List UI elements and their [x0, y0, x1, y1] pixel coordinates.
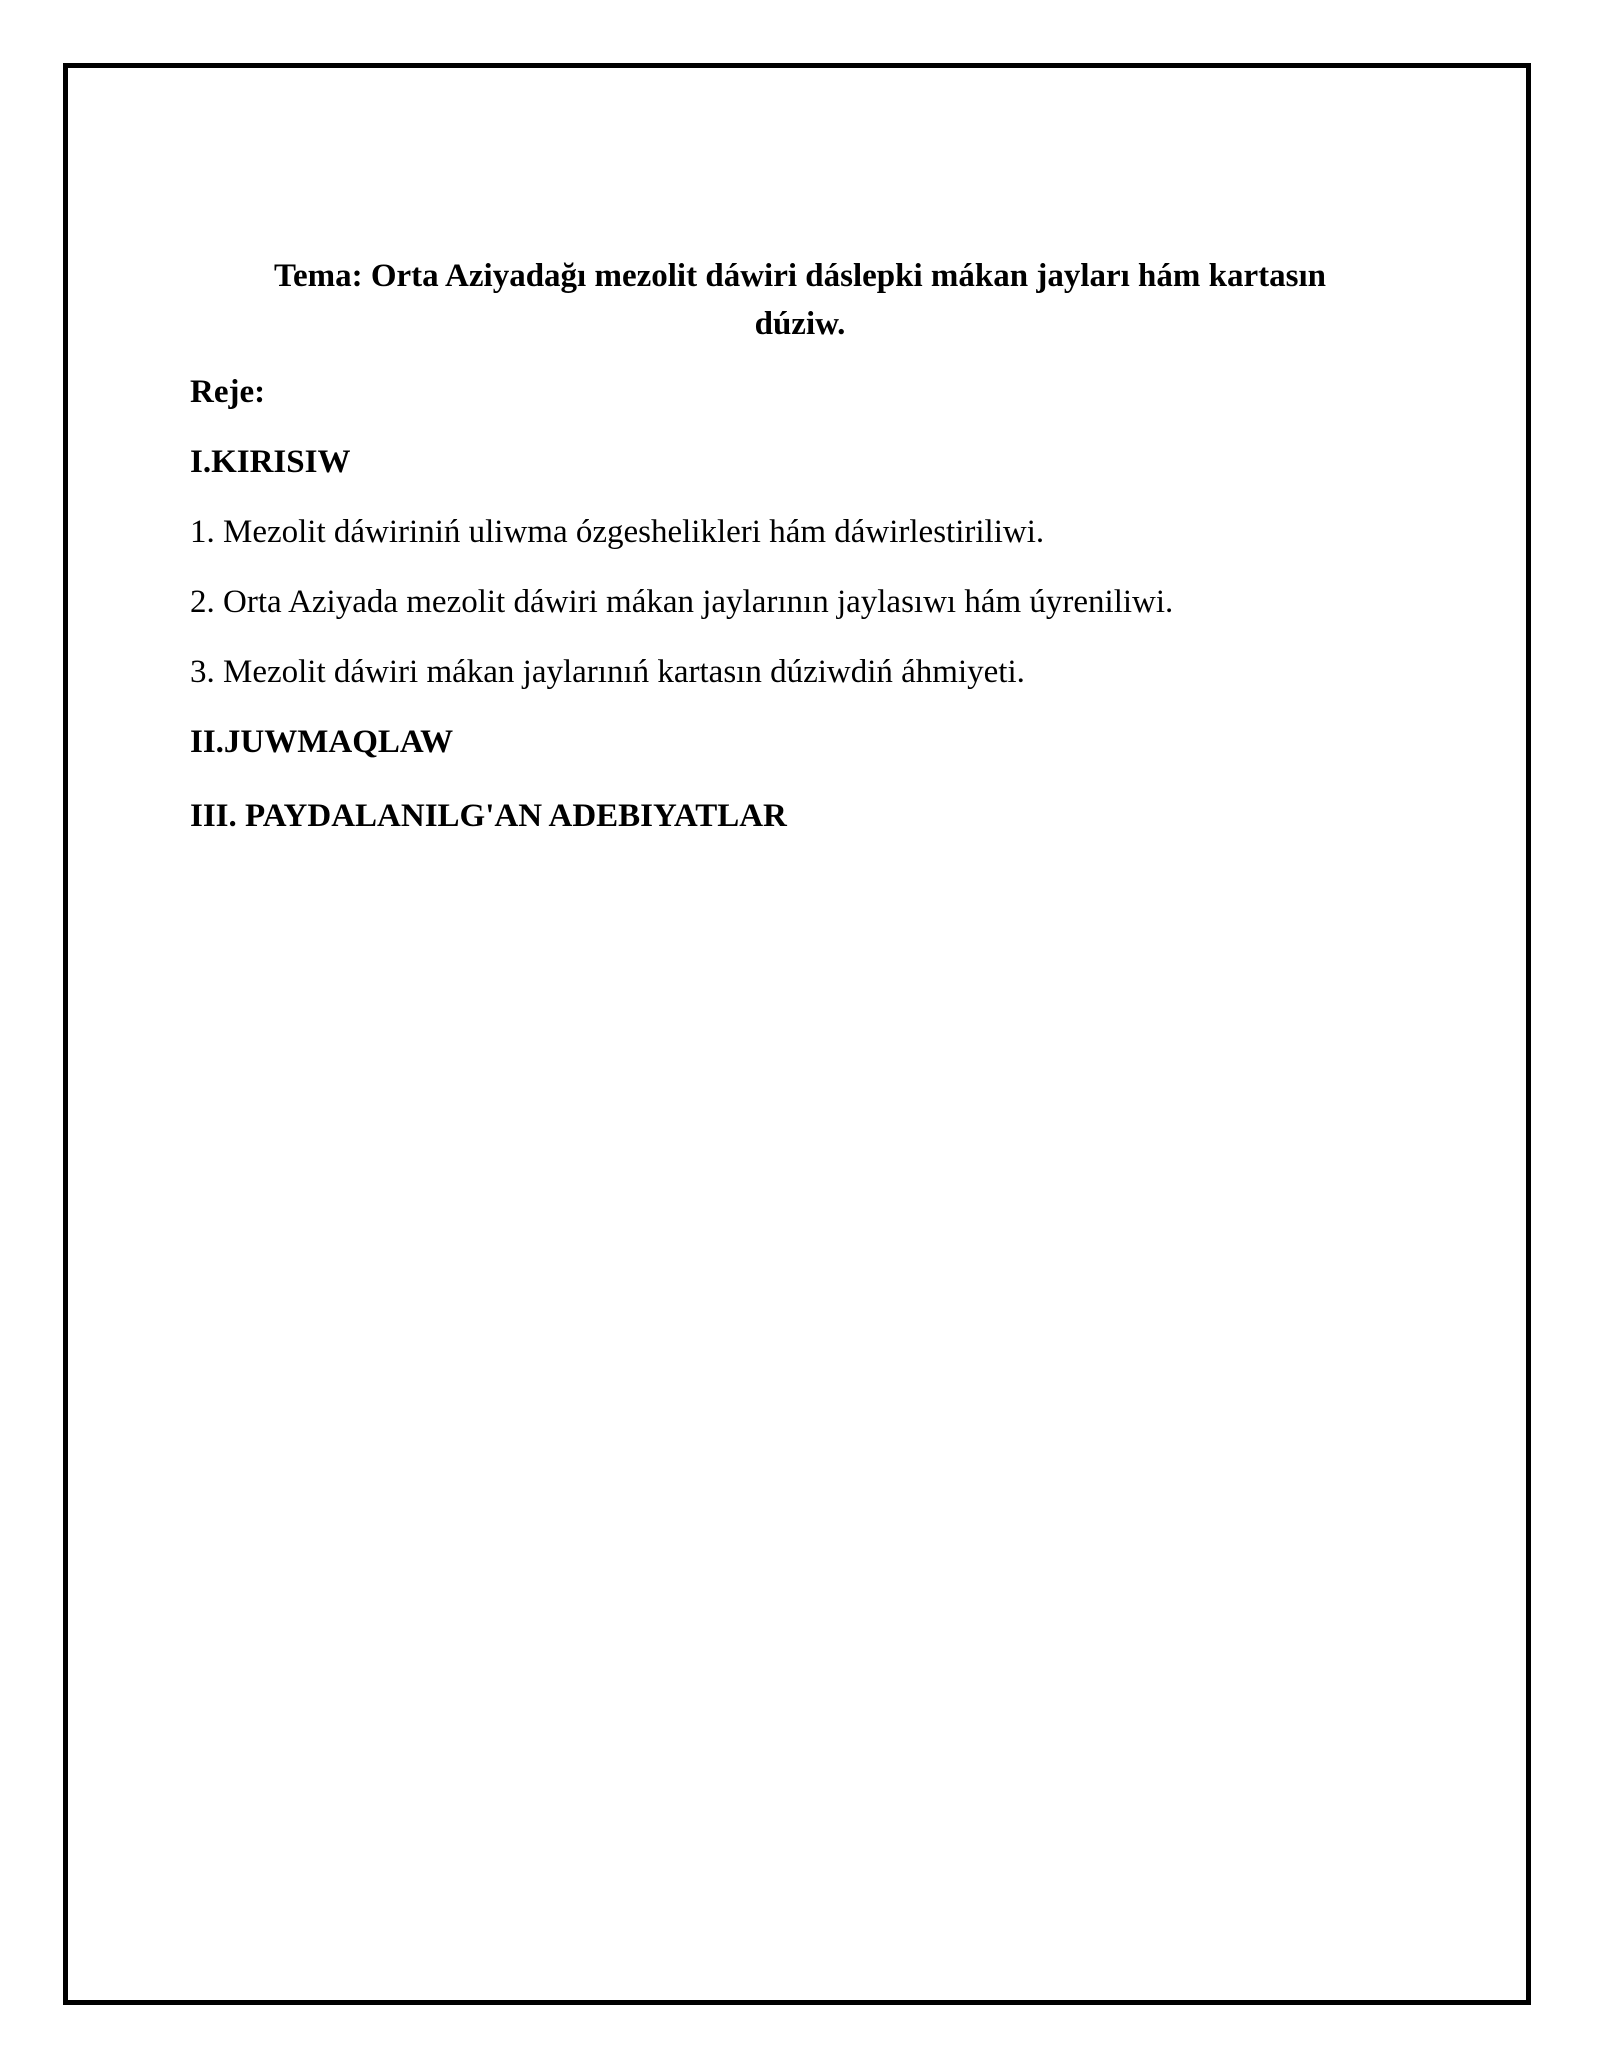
- plan-item-2: 2. Orta Aziyada mezolit dáwiri mákan jaylarının jaylasıwı hám úyreniliwi.: [190, 584, 1174, 620]
- section-introduction: I.KIRISIW: [190, 444, 351, 480]
- document-body: [190, 252, 1410, 862]
- section-conclusion: II.JUWMAQLAW: [190, 724, 454, 760]
- section-references: III. PAYDALANILG'AN ADEBIYATLAR: [190, 798, 787, 834]
- plan-heading: Reje:: [190, 374, 266, 410]
- document-title: [190, 252, 1410, 348]
- title-line-2: dúziw.: [754, 306, 846, 342]
- title-line-1: Tema: Orta Aziyadağı mezolit dáwiri dáslepki mákan jayları hám kartasın: [273, 258, 1327, 294]
- plan-item-1: 1. Mezolit dáwiriniń uliwma ózgeshelikleri hám dáwirlestiriliwi.: [190, 514, 1045, 550]
- plan-item-3: 3. Mezolit dáwiri mákan jaylarınıń kartasın dúziwdiń áhmiyeti.: [190, 654, 1025, 690]
